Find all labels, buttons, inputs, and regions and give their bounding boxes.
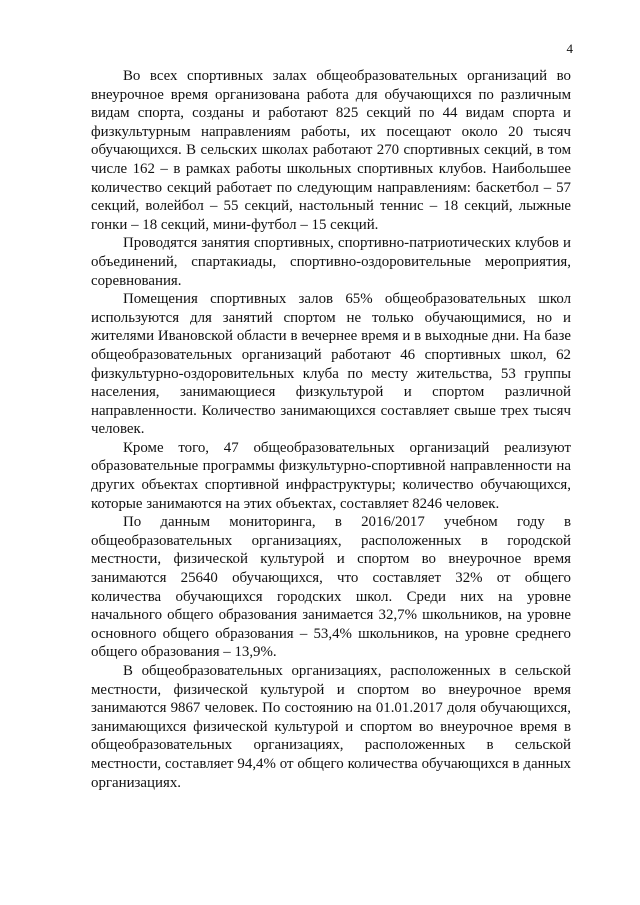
page-number: 4 [566, 41, 573, 56]
paragraph-gym-usage: Помещения спортивных залов 65% общеобразовательных школ используются для занятий спортом не только обучающимися, но и жителями Ивановской области в вечернее время и в выходные дни. На базе общеобразовательных организаций работают 46 спортивных школ, 62 физкультурно-оздоровительных клуба по месту жительства, 53 группы населения, занимающиеся физкультурой и спортом различной направленности. Количество занимающихся составляет свыше трех тысяч человек. [91, 291, 571, 438]
paragraph-sports-infrastructure: Кроме того, 47 общеобразовательных организаций реализуют образовательные программы физкультурно-спортивной направленности на других объектах спортивной инфраструктуры; количество обучающихся, которые занимаются на этих объектах, составляет 8246 человек. [91, 439, 571, 512]
paragraph-sports-sections: Во всех спортивных залах общеобразовательных организаций во внеурочное время организована работа для обучающихся по различным видам спорта, созданы и работают 825 секций по 44 видам спорта и физкультурным направлениям работы, их посещают около 20 тысяч обучающихся. В сельских школах работают 270 спортивных секций, в том числе 162 – в рамках работы школьных спортивных клубов. Наибольшее количество секций работает по следующим направлениям: баскетбол – 57 секций, волейбол – 55 секций, настольный теннис – 18 секций, лыжные гонки – 18 секций, мини-футбол – 15 секций. [91, 68, 571, 233]
paragraph-rural-schools: В общеобразовательных организациях, расположенных в сельской местности, физической культурой и спортом во внеурочное время занимаются 9867 человек. По состоянию на 01.01.2017 доля обучающихся, занимающихся физической культурой и спортом во внеурочное время в общеобразовательных организациях, расположенных в сельской местности, составляет 94,4% от общего количества обучающихся в данных организациях. [91, 663, 571, 791]
paragraph-urban-monitoring: По данным мониторинга, в 2016/2017 учебном году в общеобразовательных организациях, расположенных в городской местности, физической культурой и спортом во внеурочное время занимаются 25640 обучающихся, что составляет 32% от общего количества обучающихся городских школ. Среди них на уровне начального общего образования занимается 32,7% школьников, на уровне основного общего образования – 53,4% школьников, на уровне среднего общего образования – 13,9%. [91, 514, 571, 661]
document-body [91, 67, 571, 792]
paragraph-clubs-events: Проводятся занятия спортивных, спортивно-патриотических клубов и объединений, спартакиады, спортивно-оздоровительные мероприятия, соревнования. [91, 235, 571, 289]
